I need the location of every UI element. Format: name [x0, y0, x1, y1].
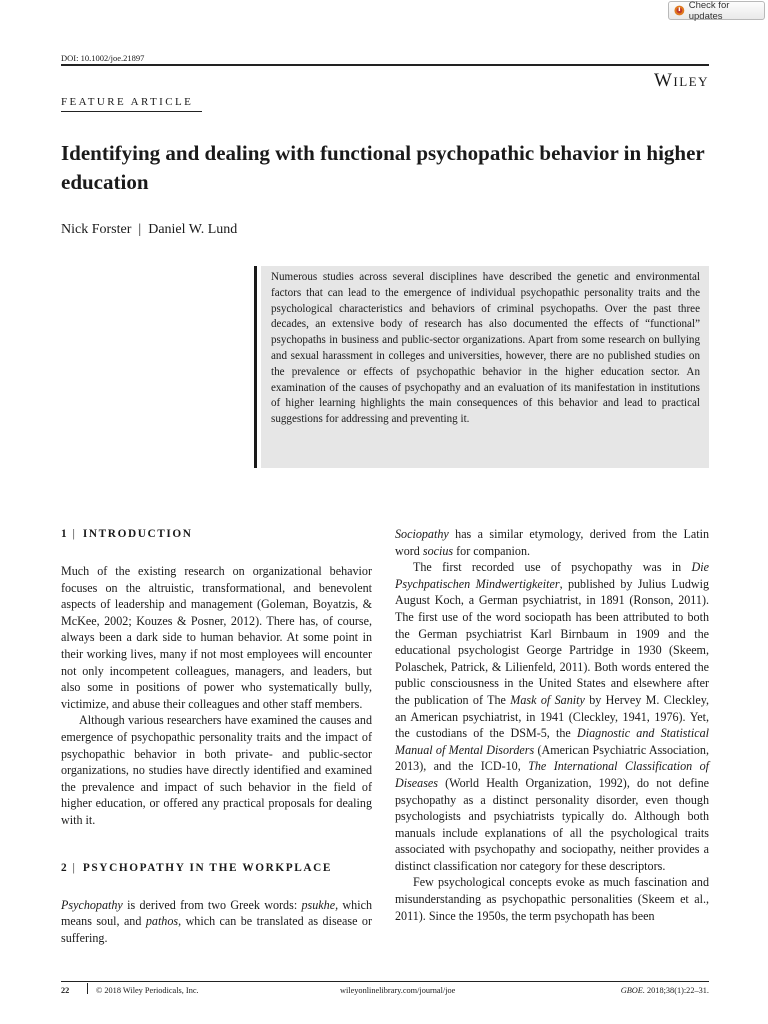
section-label: FEATURE ARTICLE	[61, 96, 194, 108]
book-title-die-psychpatischen: Die Psychpatischen Mindwertigkeiter	[395, 560, 709, 591]
section-number: 2	[61, 861, 67, 874]
term-pathos: pathos	[145, 914, 179, 929]
text-run: is derived from two Greek words:	[122, 897, 302, 912]
term-sociopathy: Sociopathy	[395, 527, 449, 541]
author-separator: |	[138, 222, 142, 237]
left-column	[61, 526, 372, 946]
section-heading-introduction	[61, 526, 372, 544]
body-paragraph	[61, 897, 372, 947]
text-run: , published by Julius Ludwig August Koch, a German psychiatrist, in 1891 (Ronson, 2011). The first use of the word sociopath has been attributed to both the German psychiatrist Karl Birnbaum in 1909 and the educational psychologist George Partridge in 1930 (Skeem, Polaschek, Patrick, & Lilienfeld, 2011). Both words entered the public consciousness in the United States and elsewhere after the publication of The	[395, 576, 710, 707]
text-run: (American Psychiatric Association, 2013), and the ICD-10,	[395, 742, 709, 774]
author-list	[61, 222, 237, 238]
section-heading-psychopathy-workplace	[61, 860, 372, 878]
check-for-updates-icon	[674, 5, 685, 16]
body-paragraph	[395, 559, 709, 874]
section-title: INTRODUCTION	[82, 528, 193, 540]
author-name: Nick Forster	[61, 222, 132, 237]
body-paragraph: Although various researchers have examined the causes and emergence of psychopathic personality traits and the impact of psychopathic behavior in both private- and public-sector organizations, no studies have directly identified and examined the prevalence and impact of such behavior in the field of higher education, or offered any practical proposals for dealing with it.	[61, 713, 372, 827]
book-title-dsm: Diagnostic and Statistical Manual of Mental Disorders	[395, 726, 710, 757]
citation-text	[621, 986, 709, 995]
text-run: which means soul, and	[61, 897, 372, 929]
citation-journal: GBOE.	[620, 986, 645, 995]
section-number: 1	[61, 528, 67, 540]
doi-text: DOI: 10.1002/joe.21897	[61, 53, 145, 63]
body-paragraph: Few psychological concepts evoke as much fascination and misunderstanding as psychopathic personalities (Skeem et al., 2011). Since the 1950s, the term psychopath has been	[395, 875, 709, 923]
term-socius: socius	[422, 543, 454, 558]
body-paragraph	[395, 526, 709, 559]
abstract-text: Numerous studies across several disciplines have described the genetic and environmental factors that can lead to the emergence of individual psychopathic personality traits and the psychological characteristics and behaviors of criminal psychopaths. Over the past three decades, an extensive body of research has also documented the effects of “functional” psychopaths in business and public-sector organizations. Apart from some research on bullying and sexual harassment in colleges and universities, however, there are no published studies on the prevalence or effects of psychopathic behavior in the higher education sector. An examination of the causes of psychopathy and an evaluation of its manifestation in institutions of higher learning highlights the main consequences of this behavior and lead to practical suggestions for addressing and preventing it.	[261, 266, 709, 468]
check-for-updates-label: Check for updates	[688, 0, 730, 22]
author-name: Daniel W. Lund	[148, 222, 238, 237]
check-for-updates-button[interactable]	[668, 1, 765, 20]
body-paragraph: Much of the existing research on organizational behavior focuses on the altruistic, transformational, and benevolent aspects of leadership and management (Goleman, Boyatzis, & McKee, 2002; Kouzes & Posner, 2012). There has, of course, always been a dark side to human behavior. At some point in their working lives, many if not most employees will encounter not only incompetent colleagues, managers, and leaders, but also some in positions of power who systematically bully, victimize, and abuse their colleagues and other staff members.	[61, 564, 372, 711]
article-title: Identifying and dealing with functional psychopathic behavior in higher education	[61, 141, 705, 194]
term-psukhe: psukhe,	[301, 897, 339, 912]
text-run: for companion.	[453, 543, 531, 558]
text-run: , which can be translated as disease or suffering.	[61, 914, 372, 945]
section-label-rule	[61, 111, 202, 112]
book-title-icd: The International Classification of Diseases	[395, 759, 709, 790]
section-separator: |	[72, 861, 75, 874]
section-separator: |	[72, 528, 75, 540]
term-psychopathy: Psychopathy	[61, 897, 123, 912]
text-run: has a similar etymology, derived from the Latin word	[395, 527, 709, 558]
header-rule	[61, 64, 709, 66]
right-column	[395, 526, 709, 924]
book-title-mask-of-sanity: Mask of Sanity	[510, 692, 585, 707]
abstract-accent-bar	[254, 266, 257, 468]
text-run: by Hervey M. Cleckley, an American psychiatrist, in 1941 (Cleckley, 1941, 1976). Yet, the custodians of the DSM-5, the	[395, 692, 709, 741]
text-run: The first recorded use of psychopathy was in	[413, 560, 692, 575]
page-number: 22	[61, 986, 70, 995]
journal-url-link[interactable]: wileyonlinelibrary.com/journal/joe	[340, 986, 456, 995]
publisher-logo: Wiley	[653, 70, 709, 91]
footer-divider	[87, 983, 88, 994]
copyright-text: © 2018 Wiley Periodicals, Inc.	[96, 986, 199, 995]
section-title: PSYCHOPATHY IN THE WORKPLACE	[82, 861, 333, 874]
citation-details: 2018;38(1):22–31.	[647, 986, 709, 995]
text-run: (World Health Organization, 1992), do not define psychopathy as a distinct personality disorder, even though psychologists and psychiatrists typically do. Although both manuals include explanations of all the psychological traits associated with psychopathy and sociopathy, neither provides a distinct classification nor category for these descriptors.	[395, 775, 709, 873]
footer-rule	[61, 981, 709, 982]
